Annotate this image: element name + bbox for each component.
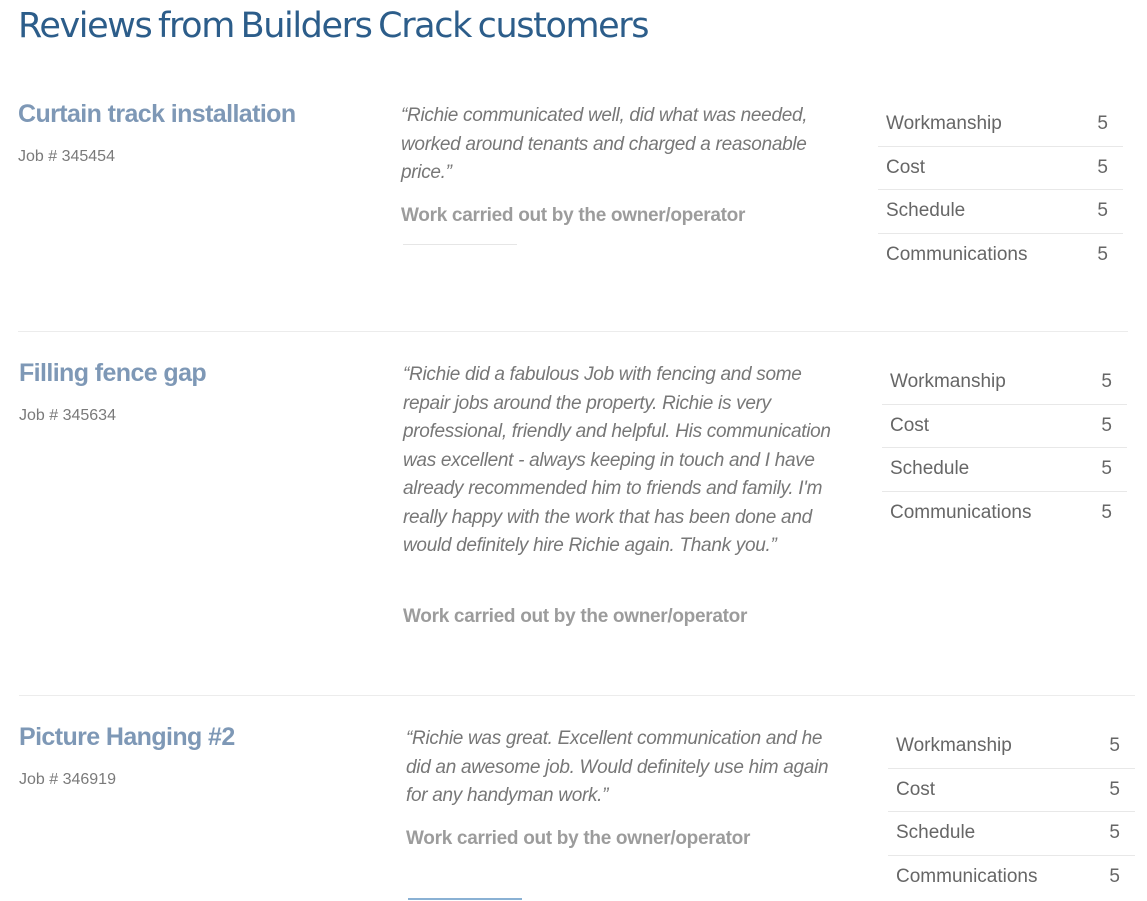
review-divider xyxy=(19,695,1135,696)
job-number: Job # 345634 xyxy=(19,407,116,424)
rating-category: Cost xyxy=(888,768,1099,812)
review-quote: “Richie communicated well, did what was needed, worked around tenants and charged a reasonable price.” xyxy=(401,105,808,183)
rating-row xyxy=(882,448,1127,492)
ratings-table xyxy=(878,103,1123,276)
rating-score: 5 xyxy=(1109,865,1120,887)
rating-row xyxy=(888,725,1135,768)
job-title: Filling fence gap xyxy=(19,359,207,387)
attribution-underline xyxy=(403,244,517,245)
rating-score: 5 xyxy=(1087,103,1123,146)
rating-row xyxy=(882,361,1127,404)
job-number: Job # 345454 xyxy=(18,148,115,165)
review-quote: “Richie was great. Excellent communication and he did an awesome job. Would definitely use him again for any handyman work.” xyxy=(406,728,829,806)
rating-score: 5 xyxy=(1099,768,1135,812)
rating-score: 5 xyxy=(1099,725,1135,768)
rating-score: 5 xyxy=(1097,243,1108,265)
rating-score: 5 xyxy=(1099,812,1135,856)
ratings-table xyxy=(882,361,1127,534)
job-title: Curtain track installation xyxy=(18,100,296,128)
review-attribution: Work carried out by the owner/operator xyxy=(403,606,748,627)
rating-score: 5 xyxy=(1091,361,1127,404)
rating-row xyxy=(878,146,1123,190)
rating-row xyxy=(878,103,1123,146)
rating-score: 5 xyxy=(1087,146,1123,190)
review-quote: “Richie did a fabulous Job with fencing and some repair jobs around the property. Richie is very professional, friendly and helpful. His communication was excellent - always keeping in touch and I have already recommended him to friends and family. I'm really happy with the work that has been done and would definitely hire Richie again. Thank you.” xyxy=(403,364,831,556)
rating-category: Cost xyxy=(882,404,1091,448)
rating-category: Workmanship xyxy=(878,103,1087,146)
rating-row xyxy=(888,812,1135,856)
rating-score: 5 xyxy=(1101,501,1112,523)
rating-score: 5 xyxy=(1091,404,1127,448)
job-number: Job # 346919 xyxy=(19,771,116,788)
rating-row xyxy=(878,190,1123,234)
review-attribution: Work carried out by the owner/operator xyxy=(406,828,751,849)
rating-score: 5 xyxy=(1091,448,1127,492)
rating-score: 5 xyxy=(1087,190,1123,234)
rating-row xyxy=(878,233,1123,276)
rating-category: Communications xyxy=(890,501,1032,523)
review-divider xyxy=(18,331,1128,332)
page-title: Reviews from Builders Crack customers xyxy=(18,6,649,46)
job-title: Picture Hanging #2 xyxy=(19,723,235,751)
attribution-underline xyxy=(408,898,522,900)
rating-row xyxy=(882,491,1127,534)
rating-row xyxy=(888,855,1135,898)
rating-category: Workmanship xyxy=(888,725,1099,768)
rating-category: Cost xyxy=(878,146,1087,190)
rating-row xyxy=(882,404,1127,448)
rating-category: Schedule xyxy=(878,190,1087,234)
rating-category: Schedule xyxy=(888,812,1099,856)
ratings-table xyxy=(888,725,1135,898)
rating-category: Communications xyxy=(896,865,1038,887)
rating-category: Workmanship xyxy=(882,361,1091,404)
rating-row xyxy=(888,768,1135,812)
rating-category: Communications xyxy=(886,243,1028,265)
review-attribution: Work carried out by the owner/operator xyxy=(401,205,746,226)
rating-category: Schedule xyxy=(882,448,1091,492)
